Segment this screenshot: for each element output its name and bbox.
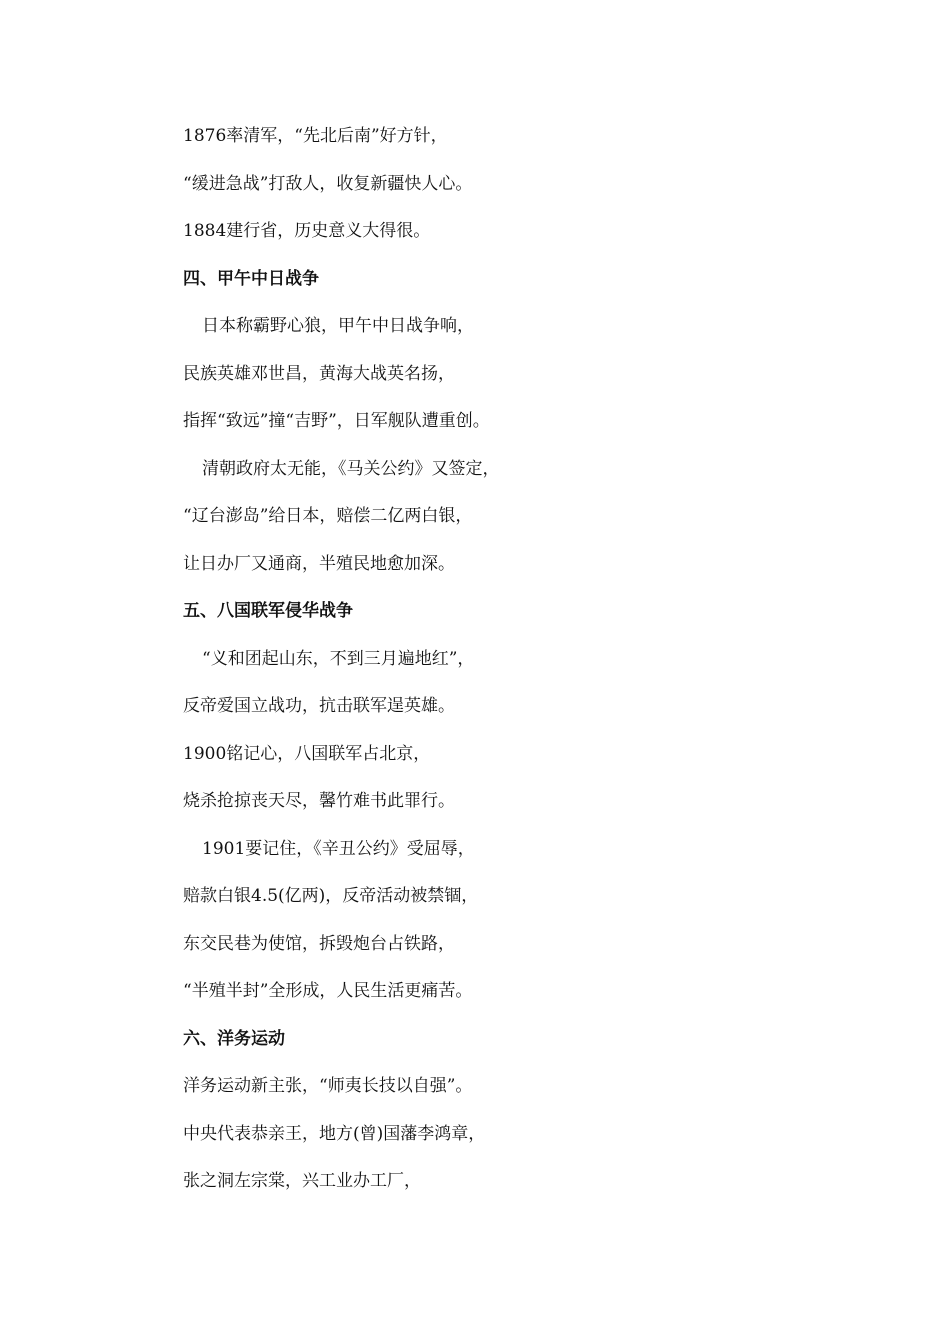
text-line: 烧杀抢掠丧天尽，馨竹难书此罪行。 bbox=[183, 791, 455, 811]
text-line: 张之洞左宗棠，兴工业办工厂， bbox=[183, 1171, 421, 1191]
text-line: 1876率清军，“先北后南”好方针， bbox=[183, 126, 448, 146]
text-line: 洋务运动新主张，“师夷长技以自强”。 bbox=[183, 1076, 473, 1096]
text-line: “半殖半封”全形成，人民生活更痛苦。 bbox=[183, 981, 473, 1001]
section-heading: 六、洋务运动 bbox=[183, 1028, 285, 1049]
text-line: “辽台澎岛”给日本，赔偿二亿两白银， bbox=[183, 506, 473, 526]
text-line: 1884建行省，历史意义大得很。 bbox=[183, 221, 431, 241]
document-body bbox=[183, 121, 883, 1214]
text-line: “缓进急战”打敌人，收复新疆快人心。 bbox=[183, 173, 473, 194]
section-heading: 四、甲午中日战争 bbox=[183, 268, 319, 289]
text-line: “义和团起山东，不到三月遍地红”， bbox=[202, 648, 475, 669]
text-line: 赔款白银4.5(亿两)，反帝活动被禁锢， bbox=[183, 886, 479, 906]
text-line: 反帝爱国立战功，抗击联军逞英雄。 bbox=[183, 696, 455, 716]
text-line: 1900铭记心，八国联军占北京， bbox=[183, 743, 431, 764]
text-line: 民族英雄邓世昌，黄海大战英名扬， bbox=[183, 363, 455, 384]
section-heading: 五、八国联军侵华战争 bbox=[183, 601, 353, 621]
text-line: 清朝政府太无能，《马关公约》又签定， bbox=[202, 458, 500, 479]
text-line: 东交民巷为使馆，拆毁炮台占铁路， bbox=[183, 933, 455, 954]
text-line: 中央代表恭亲王，地方(曾)国藩李鸿章， bbox=[183, 1123, 486, 1144]
text-line: 1901要记住，《辛丑公约》受屈辱， bbox=[202, 838, 475, 859]
text-line: 让日办厂又通商，半殖民地愈加深。 bbox=[183, 553, 455, 574]
text-line: 日本称霸野心狼，甲午中日战争响， bbox=[202, 316, 474, 336]
text-line: 指挥“致远”撞“吉野”，日军舰队遭重创。 bbox=[183, 411, 490, 431]
